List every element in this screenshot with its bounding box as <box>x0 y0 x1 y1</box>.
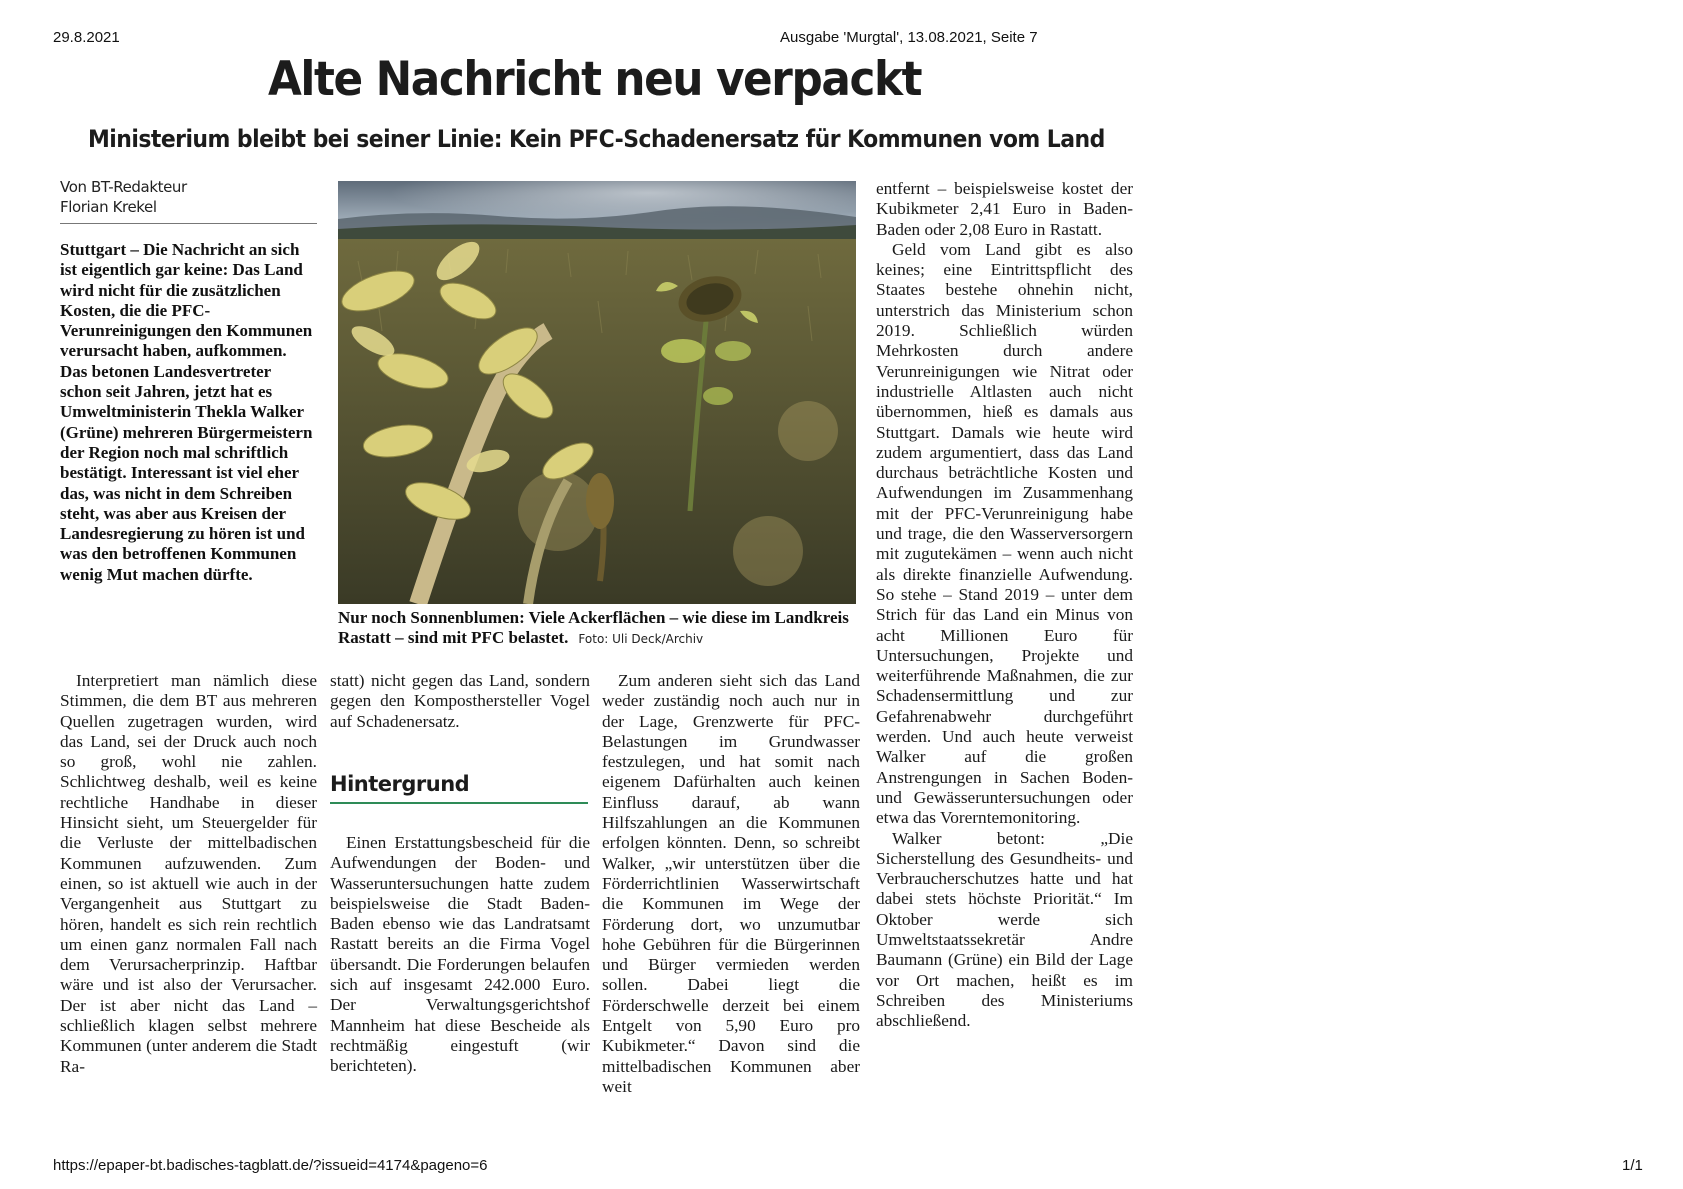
background-box-text <box>330 833 590 1077</box>
background-box-title: Hintergrund <box>330 772 588 804</box>
photo-illustration <box>338 181 856 604</box>
body-paragraph: entfernt – beispielsweise kostet der Kubikmeter 2,41 Euro in Baden-Baden oder 2,08 Euro in Rastatt. <box>876 179 1133 239</box>
byline-author: Florian Krekel <box>60 198 157 216</box>
column-3 <box>602 671 860 1097</box>
sunflower-field-photo <box>338 181 856 604</box>
edition-info: Ausgabe 'Murgtal', 13.08.2021, Seite 7 <box>780 29 1038 46</box>
body-paragraph: Walker betont: „Die Sicherstellung des Gesundheits- und Verbraucherschutzes hatte und hat dabei stets höchste Priorität.“ Im Oktober werde sich Umweltstaatssekretär Andre Baumann (Grüne) ein Bild der Lage vor Ort machen, heißt es im Schreiben des Ministeriums abschließend. <box>876 828 1133 1031</box>
caption-text: Nur noch Sonnenblumen: Viele Ackerflächen – wie diese im Landkreis Rastatt – sind mit PFC belastet. <box>338 608 849 647</box>
column-1 <box>60 671 317 1077</box>
body-paragraph: Geld vom Land gibt es also keines; eine Eintrittspflicht des Staates bestehe ohnehin nicht, unterstrich das Ministerium schon 2019. Schließlich würden Mehrkosten durch andere Verunreinigungen wie Nitrat oder industrielle Altlasten auch nicht übernommen, hieß es damals aus Stuttgart. Damals wie heute wird zudem argumentiert, dass das Land durchaus beträchtliche Kosten und Aufwendungen im Zusammenhang mit der PFC-Verunreinigung habe und trage, die den Wasserversorgern mit zugutekämen – wenn auch nicht als direkte finanzielle Aufwendung. So stehe – Stand 2019 – unter dem Strich für das Land ein Minus von acht Millionen Euro für Untersuchungen, Projekte und weiterführende Maßnahmen, die zur Schadensermittlung und zur Gefahrenabwehr durchgeführt werden. Und auch heute verweist Walker auf die großen Anstrengungen in Sachen Boden- und Gewässeruntersuchungen oder etwa das Vorerntemonitoring. <box>876 239 1133 828</box>
subheadline: Ministerium bleibt bei seiner Linie: Kein PFC-Schadenersatz für Kommunen vom Land <box>88 125 1105 153</box>
body-paragraph: Zum anderen sieht sich das Land weder zuständig noch auch nur in der Lage, Grenzwerte für PFC-Belastungen im Grundwasser festzulegen, und hat somit nach eigenem Dafürhalten auch keinen Einfluss darauf, ab wann Hilfszahlungen an die Kommunen erfolgen könnten. Denn, so schreibt Walker, „wir unterstützen über die Förderrichtlinien Wasserwirtschaft die Kommunen im Wege der Förderung dort, wo unzumutbar hohe Gebühren für die Bürgerinnen und Bürger vermieden werden sollen. Dabei liegt die Förderschwelle derzeit bei einem Entgelt von 5,90 Euro pro Kubikmeter.“ Davon sind die mittelbadischen Kommunen aber weit <box>602 671 860 1096</box>
source-url: https://epaper-bt.badisches-tagblatt.de/?issueid=4174&pageno=6 <box>53 1157 488 1174</box>
page-count: 1/1 <box>1622 1157 1643 1174</box>
print-date: 29.8.2021 <box>53 29 120 46</box>
headline: Alte Nachricht neu verpackt <box>268 52 922 107</box>
lead-paragraph: Stuttgart – Die Nachricht an sich ist eigentlich gar keine: Das Land wird nicht für die zusätzlichen Kosten, die die PFC-Verunreinigungen den Kommunen verursacht haben, aufkommen. Das betonen Landesvertreter schon seit Jahren, jetzt hat es Umweltministerin Thekla Walker (Grüne) mehreren Bürgermeistern der Region noch mal schriftlich bestätigt. Interessant ist viel eher das, was nicht in dem Schreiben steht, was aber aus Kreisen der Landesregierung zu hören ist und was den betroffenen Kommunen wenig Mut machen dürfte. <box>60 240 313 584</box>
column-4 <box>876 179 1133 1031</box>
body-paragraph: Einen Erstattungsbescheid für die Aufwendungen der Boden- und Wasseruntersuchungen hatte zudem beispielsweise die Stadt Baden-Baden ebenso wie das Landratsamt Rastatt bereits an die Firma Vogel übersandt. Die Forderungen belaufen sich auf insgesamt 242.000 Euro. Der Verwaltungsgerichtshof Mannheim hat diese Bescheide als rechtmäßig eingestuft (wir berichteten). <box>330 833 590 1076</box>
photo-credit: Foto: Uli Deck/Archiv <box>578 632 704 646</box>
body-paragraph: statt) nicht gegen das Land, sondern gegen den Komposthersteller Vogel auf Schadenersatz. <box>330 671 590 731</box>
byline <box>60 177 317 224</box>
column-2 <box>330 671 590 732</box>
photo-caption <box>338 608 858 649</box>
byline-role: Von BT-Redakteur <box>60 178 187 196</box>
body-paragraph: Interpretiert man nämlich diese Stimmen, die dem BT aus mehreren Quellen zugetragen wurden, wird das Land, sei der Druck auch noch so groß, wohl nie zahlen. Schlichtweg deshalb, weil es keine rechtliche Handhabe in dieser Hinsicht sieht, um Steuergelder für die Verluste der mittelbadischen Kommunen aufzuwenden. Zum einen, so ist aktuell wie auch in der Vergangenheit aus Stuttgart zu hören, handelt es sich rein rechtlich um einen ganz normalen Fall nach dem Verursacherprinzip. Haftbar wäre und ist also der Verursacher. Der ist aber nicht das Land – schließlich klagen selbst mehrere Kommunen (unter anderem die Stadt Ra- <box>60 671 317 1076</box>
